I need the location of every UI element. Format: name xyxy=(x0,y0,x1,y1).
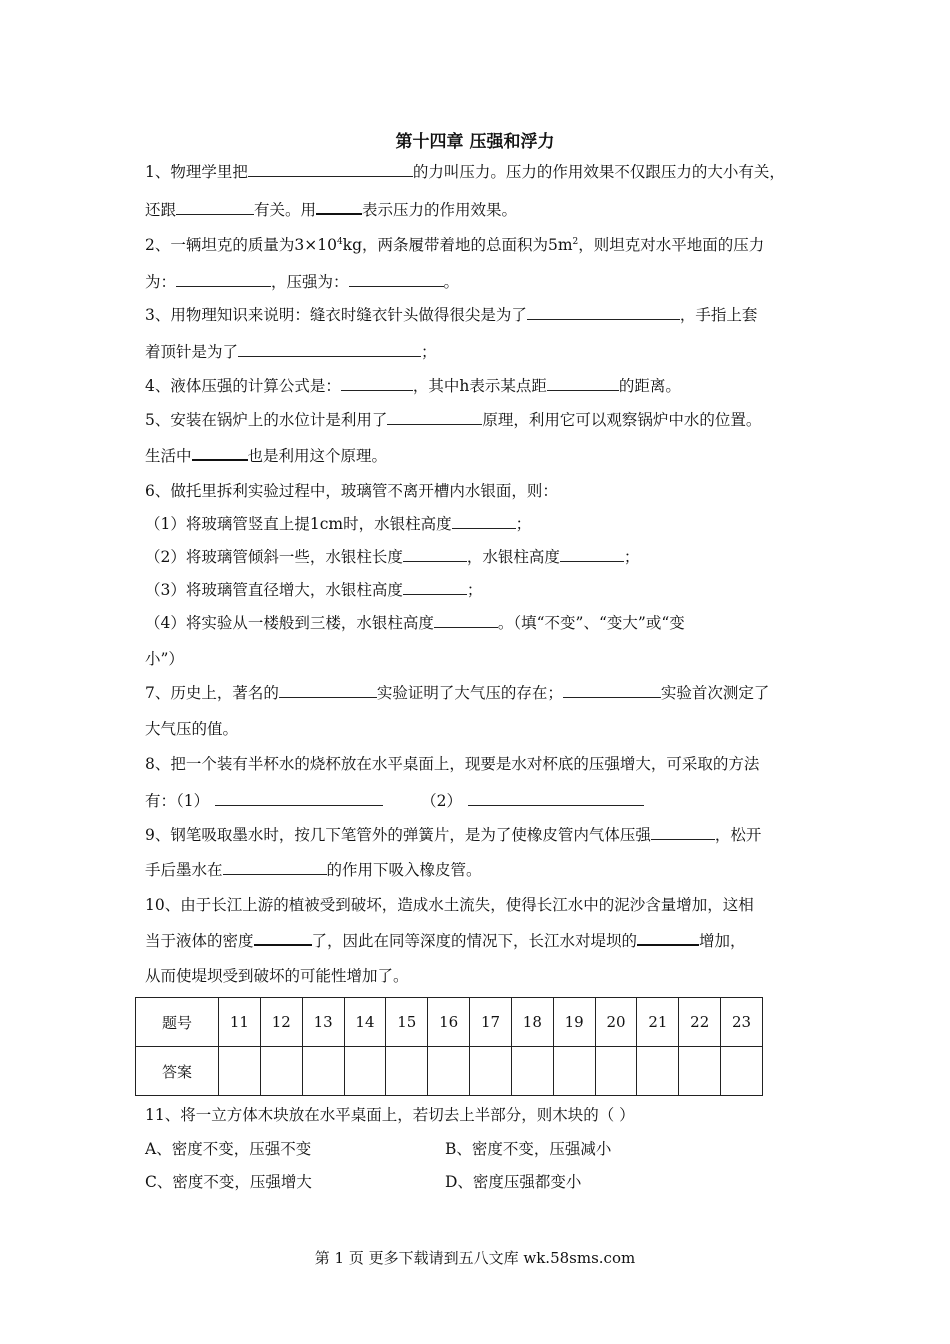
answer-blank[interactable] xyxy=(547,376,619,391)
answer-blank[interactable] xyxy=(223,860,327,875)
question-5-line-2: 生活中 也是利用这个原理。 xyxy=(145,447,388,465)
answer-cell[interactable] xyxy=(344,1047,386,1096)
table-cell-number: 17 xyxy=(470,998,512,1047)
answer-blank[interactable] xyxy=(403,547,467,562)
answer-cell[interactable] xyxy=(721,1047,763,1096)
answer-cell[interactable] xyxy=(386,1047,428,1096)
option-d[interactable]: D、密度压强都变小 xyxy=(445,1173,582,1191)
question-6-sub-2: （2）将玻璃管倾斜一些，水银柱长度 ，水银柱高度 ； xyxy=(145,548,640,566)
table-cell-number: 19 xyxy=(553,998,595,1047)
question-6-sub-1: （1）将玻璃管竖直上提1cm时，水银柱高度 ； xyxy=(145,515,532,533)
table-header-number: 题号 xyxy=(136,998,219,1047)
table-row-numbers xyxy=(136,998,763,1047)
table-cell-number: 14 xyxy=(344,998,386,1047)
answer-blank[interactable] xyxy=(316,199,362,215)
table-cell-number: 11 xyxy=(219,998,261,1047)
answer-blank[interactable] xyxy=(176,272,271,287)
answer-blank[interactable] xyxy=(215,791,383,806)
answer-blank[interactable] xyxy=(563,683,661,698)
answer-cell[interactable] xyxy=(679,1047,721,1096)
answer-blank[interactable] xyxy=(248,162,413,177)
answer-blank[interactable] xyxy=(468,791,644,806)
answer-blank[interactable] xyxy=(341,376,413,391)
answer-blank[interactable] xyxy=(349,272,444,287)
page-footer: 第 1 页 更多下载请到五八文库 wk.58sms.com xyxy=(314,1249,636,1267)
question-9-line-1: 9、钢笔吸取墨水时，按几下笔管外的弹簧片，是为了使橡皮管内气体压强 ，松开 xyxy=(145,826,762,844)
option-c[interactable]: C、密度不变，压强增大 xyxy=(145,1173,312,1191)
table-cell-number: 18 xyxy=(511,998,553,1047)
answer-cell[interactable] xyxy=(302,1047,344,1096)
question-8-line-1: 8、把一个装有半杯水的烧杯放在水平桌面上，现要是水对杯底的压强增大，可采取的方法 xyxy=(145,755,760,773)
answer-blank[interactable] xyxy=(651,825,715,840)
answer-table xyxy=(135,997,763,1096)
answer-blank[interactable] xyxy=(192,445,248,461)
answer-blank[interactable] xyxy=(560,547,624,562)
question-6-sub-4: （4）将实验从一楼般到三楼，水银柱高度 。（填“不变”、“变大”或“变 xyxy=(145,614,685,632)
answer-cell[interactable] xyxy=(219,1047,261,1096)
question-6-stem: 6、做托里拆利实验过程中，玻璃管不离开槽内水银面，则： xyxy=(145,482,558,500)
question-10-line-2: 当于液体的密度 了，因此在同等深度的情况下，长江水对堤坝的 增加， xyxy=(145,932,746,950)
answer-blank[interactable] xyxy=(403,580,467,595)
question-9-line-2: 手后墨水在 的作用下吸入橡皮管。 xyxy=(145,861,482,879)
question-8-line-2: 有：（1） （2） xyxy=(145,789,810,811)
question-1-line-1: 1、物理学里把 的力叫压力。压力的作用效果不仅跟压力的大小有关， xyxy=(145,163,785,181)
question-11-options-row-2 xyxy=(145,1170,810,1192)
question-3-line-1: 3、用物理知识来说明：缝衣时缝衣针头做得很尖是为了 ，手指上套 xyxy=(145,306,758,324)
table-cell-number: 23 xyxy=(721,998,763,1047)
table-cell-number: 16 xyxy=(428,998,470,1047)
page-title: 第十四章 压强和浮力 xyxy=(395,132,555,152)
answer-blank[interactable] xyxy=(452,514,516,529)
question-1-line-2: 还跟 有关。用 表示压力的作用效果。 xyxy=(145,201,518,219)
answer-cell[interactable] xyxy=(553,1047,595,1096)
question-7-line-1: 7、历史上，著名的 实验证明了大气压的存在； 实验首次测定了 xyxy=(145,684,770,702)
table-header-answer: 答案 xyxy=(136,1047,219,1096)
answer-blank[interactable] xyxy=(434,613,498,628)
option-b[interactable]: B、密度不变，压强减小 xyxy=(445,1140,612,1158)
answer-blank[interactable] xyxy=(176,200,254,215)
answer-blank[interactable] xyxy=(637,930,699,946)
question-5-line-1: 5、安装在锅炉上的水位计是利用了 原理，利用它可以观察锅炉中水的位置。 xyxy=(145,411,762,429)
question-2-line-1: 2、一辆坦克的质量为$3\times 10^4kg$，两条履带着地的总面积为$5m^2$，则坦克对水平地面的压力 xyxy=(145,236,765,254)
table-cell-number: 13 xyxy=(302,998,344,1047)
answer-cell[interactable] xyxy=(428,1047,470,1096)
answer-blank[interactable] xyxy=(527,305,680,320)
question-10-line-3: 从而使堤坝受到破坏的可能性增加了。 xyxy=(145,967,409,985)
table-cell-number: 20 xyxy=(595,998,637,1047)
question-6-sub-3: （3）将玻璃管直径增大，水银柱高度 ； xyxy=(145,581,483,599)
question-10-line-1: 10、由于长江上游的植被受到破坏，造成水土流失，使得长江水中的泥沙含量增加，这相 xyxy=(145,896,754,914)
option-a[interactable]: A、密度不变，压强不变 xyxy=(145,1140,312,1158)
table-cell-number: 21 xyxy=(637,998,679,1047)
table-cell-number: 15 xyxy=(386,998,428,1047)
answer-cell[interactable] xyxy=(595,1047,637,1096)
table-cell-number: 12 xyxy=(260,998,302,1047)
answer-blank[interactable] xyxy=(387,410,482,425)
question-11-options-row-1 xyxy=(145,1137,810,1159)
answer-blank[interactable] xyxy=(238,342,421,357)
table-row-answers xyxy=(136,1047,763,1096)
answer-cell[interactable] xyxy=(511,1047,553,1096)
question-3-line-2: 着顶针是为了 ； xyxy=(145,343,437,361)
question-6-sub-4-cont: 小”） xyxy=(145,650,184,668)
answer-blank[interactable] xyxy=(279,683,377,698)
answer-cell[interactable] xyxy=(637,1047,679,1096)
answer-cell[interactable] xyxy=(260,1047,302,1096)
question-11-stem: 11、将一立方体木块放在水平桌面上，若切去上半部分，则木块的（ ） xyxy=(145,1106,635,1124)
question-7-line-2: 大气压的值。 xyxy=(145,720,239,738)
question-4: 4、液体压强的计算公式是： ，其中h表示某点距 的距离。 xyxy=(145,377,681,395)
answer-blank[interactable] xyxy=(254,930,312,946)
table-cell-number: 22 xyxy=(679,998,721,1047)
answer-cell[interactable] xyxy=(470,1047,512,1096)
question-2-line-2: 为： ，压强为： 。 xyxy=(145,273,460,291)
